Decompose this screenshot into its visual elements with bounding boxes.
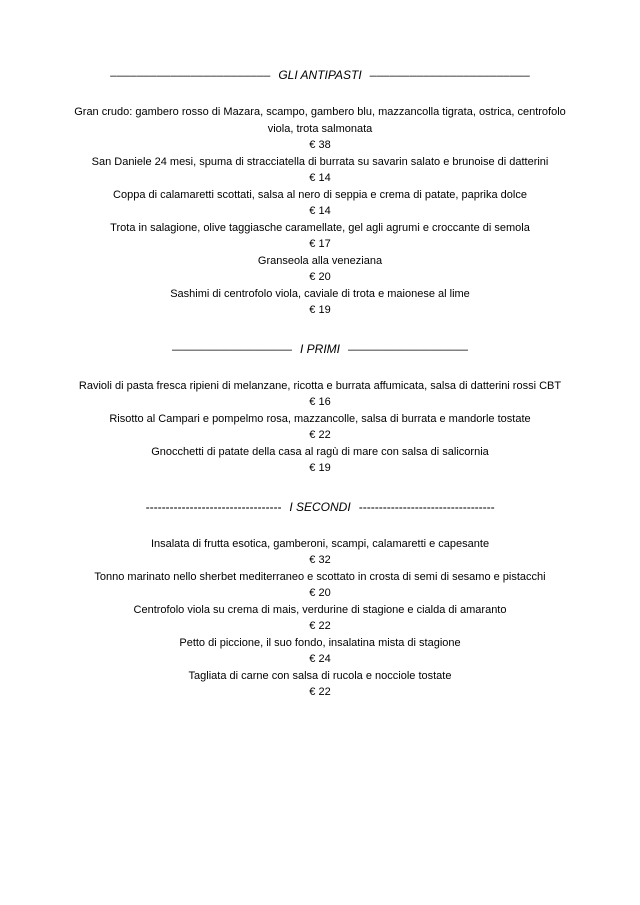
section-header-antipasti [68,66,573,84]
dish-name: Centrofolo viola su crema di mais, verdurine di stagione e cialda di amaranto [133,603,507,616]
section-title-antipasti: GLI ANTIPASTI [278,68,362,82]
menu-item [68,668,573,701]
header-dashes-left: —————————— [171,341,292,356]
menu-item [68,220,573,253]
dish-price: € 22 [309,686,331,698]
menu [68,66,573,701]
section-header-secondi [68,498,573,516]
dish-name: Gran crudo: gambero rosso di Mazara, scampo, gambero blu, mazzancolla tigrata, ostrica, centrofolo viola, trota salmonata [74,106,566,135]
dish-price: € 32 [309,554,331,566]
menu-item [68,253,573,286]
menu-section-antipasti [68,66,573,319]
dish-price: € 20 [309,271,331,283]
dish-name: Tagliata di carne con salsa di rucola e nocciole tostate [188,669,452,682]
dish-name: Trota in salagione, olive taggiasche caramellate, gel agli agrumi e croccante di semola [110,221,530,234]
dish-name: Insalata di frutta esotica, gamberoni, scampi, calamaretti e capesante [150,537,490,550]
dish-price: € 22 [309,429,331,441]
dish-price: € 38 [309,139,331,151]
menu-item [68,187,573,220]
section-header-primi [68,340,573,358]
dish-name: Tonno marinato nello sherbet mediterraneo e scottato in crosta di semi di sesamo e pistacchi [94,570,546,583]
dish-name: San Daniele 24 mesi, spuma di stracciatella di burrata su savarin salato e brunoise di datterini [91,155,549,168]
menu-item [68,569,573,602]
header-dashes-right: –––––––––––––––––––––––– [369,68,530,82]
menu-item [68,635,573,668]
dish-name: Risotto al Campari e pompelmo rosa, mazzancolle, salsa di burrata e mandorle tostate [109,412,531,425]
dish-name: Gnocchetti di patate della casa al ragù di mare con salsa di salicornia [151,445,489,458]
menu-item [68,444,573,477]
dish-name: Petto di piccione, il suo fondo, insalatina mista di stagione [179,636,461,649]
section-title-secondi: I SECONDI [289,499,351,514]
dish-price: € 19 [309,304,331,316]
dish-price: € 20 [309,587,331,599]
menu-section-primi [68,340,573,477]
dish-price: € 14 [309,172,331,184]
dish-name: Granseola alla veneziana [257,254,383,267]
header-dashes-left: –––––––––––––––––––––––– [110,68,271,82]
menu-item [68,411,573,444]
menu-item [68,286,573,319]
dish-name: Ravioli di pasta fresca ripieni di melanzane, ricotta e burrata affumicata, salsa di datterini rossi CBT [78,379,562,392]
dish-price: € 16 [309,396,331,408]
dish-price: € 24 [309,653,331,665]
header-dashes-right: ---------------------------------- [358,499,495,514]
header-dashes-left: ---------------------------------- [145,499,282,514]
menu-item [68,154,573,187]
dish-price: € 19 [309,462,331,474]
menu-item [68,104,573,154]
dish-price: € 14 [309,205,331,217]
dish-name: Sashimi di centrofolo viola, caviale di trota e maionese al lime [170,287,470,300]
menu-item [68,602,573,635]
menu-section-secondi [68,498,573,701]
menu-item [68,378,573,411]
dish-price: € 22 [309,620,331,632]
header-dashes-right: —————————— [348,341,468,356]
menu-item [68,536,573,569]
dish-price: € 17 [309,238,331,250]
section-title-primi: I PRIMI [299,341,340,356]
dish-name: Coppa di calamaretti scottati, salsa al nero di seppia e crema di patate, paprika dolce [113,188,527,201]
